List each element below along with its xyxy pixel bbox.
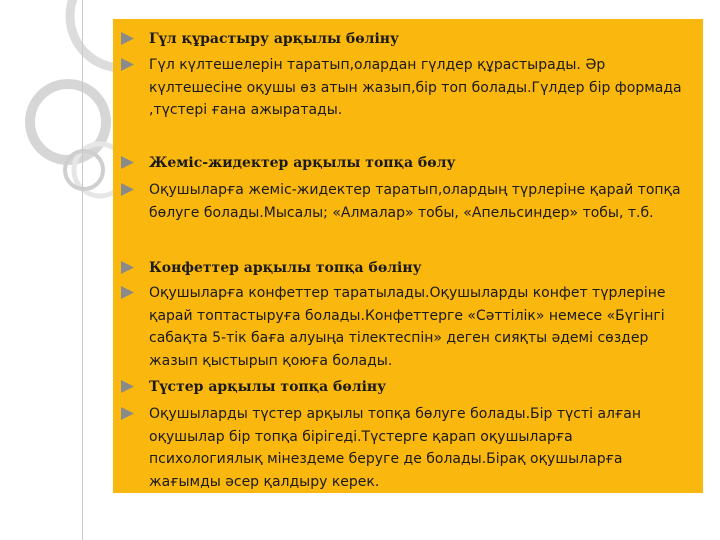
bullet-arrow-icon bbox=[121, 156, 134, 169]
list-item bbox=[121, 403, 693, 493]
item-heading: Түстер арқылы топқа бөліну bbox=[149, 379, 387, 395]
item-body: Оқушыларды түстер арқылы топқа бөлуге болады.Бір түсті алған оқушылар бір топқа бірігеді.Түстерге қарап оқушыларға психологиялық мінездеме беруге де болады.Бірақ оқушыларға жағымды әсер қалдыру керек. bbox=[149, 406, 642, 490]
item-heading: Жеміс-жидектер арқылы топқа бөлу bbox=[149, 155, 456, 171]
bullet-arrow-icon bbox=[121, 32, 134, 45]
item-body: Оқушыларға жеміс-жидектер таратып,олардың түрлеріне қарай топқа бөлуге болады.Мысалы; «Алмалар» тобы, «Апельсиндер» тобы, т.б. bbox=[149, 182, 681, 221]
bullet-arrow-icon bbox=[121, 58, 134, 71]
list-item bbox=[121, 282, 693, 372]
item-body: Гүл күлтешелерін таратып,олардан гүлдер құрастырады. Әр күлтешесіне оқушы өз атын жазып,бір топ болады.Гүлдер бір формада ,түстері ғана ажыратады. bbox=[149, 57, 682, 118]
bullet-arrow-icon bbox=[121, 380, 134, 393]
item-heading: Гүл құрастыру арқылы бөліну bbox=[149, 31, 399, 47]
list-item bbox=[121, 179, 693, 224]
list-item bbox=[121, 257, 693, 280]
decorative-circles bbox=[0, 0, 130, 540]
vertical-divider bbox=[82, 0, 83, 540]
list-item bbox=[121, 376, 693, 399]
content-panel bbox=[113, 19, 703, 493]
bullet-arrow-icon bbox=[121, 183, 134, 196]
bullet-arrow-icon bbox=[121, 261, 134, 274]
bullet-arrow-icon bbox=[121, 407, 134, 420]
item-heading: Конфеттер арқылы топқа бөліну bbox=[149, 260, 422, 276]
item-body: Оқушыларға конфеттер таратылады.Оқушыларды конфет түрлеріне қарай топтастыруға болады.Конфеттерге «Сәттілік» немесе «Бүгінгі сабақта 5-тік баға алуыңа тілектеспін» деген сияқты әдемі сөздер жазып қыстырып қоюға болады. bbox=[149, 285, 666, 369]
list-item bbox=[121, 152, 693, 175]
list-item bbox=[121, 28, 693, 51]
list-item bbox=[121, 54, 693, 122]
bullet-arrow-icon bbox=[121, 286, 134, 299]
